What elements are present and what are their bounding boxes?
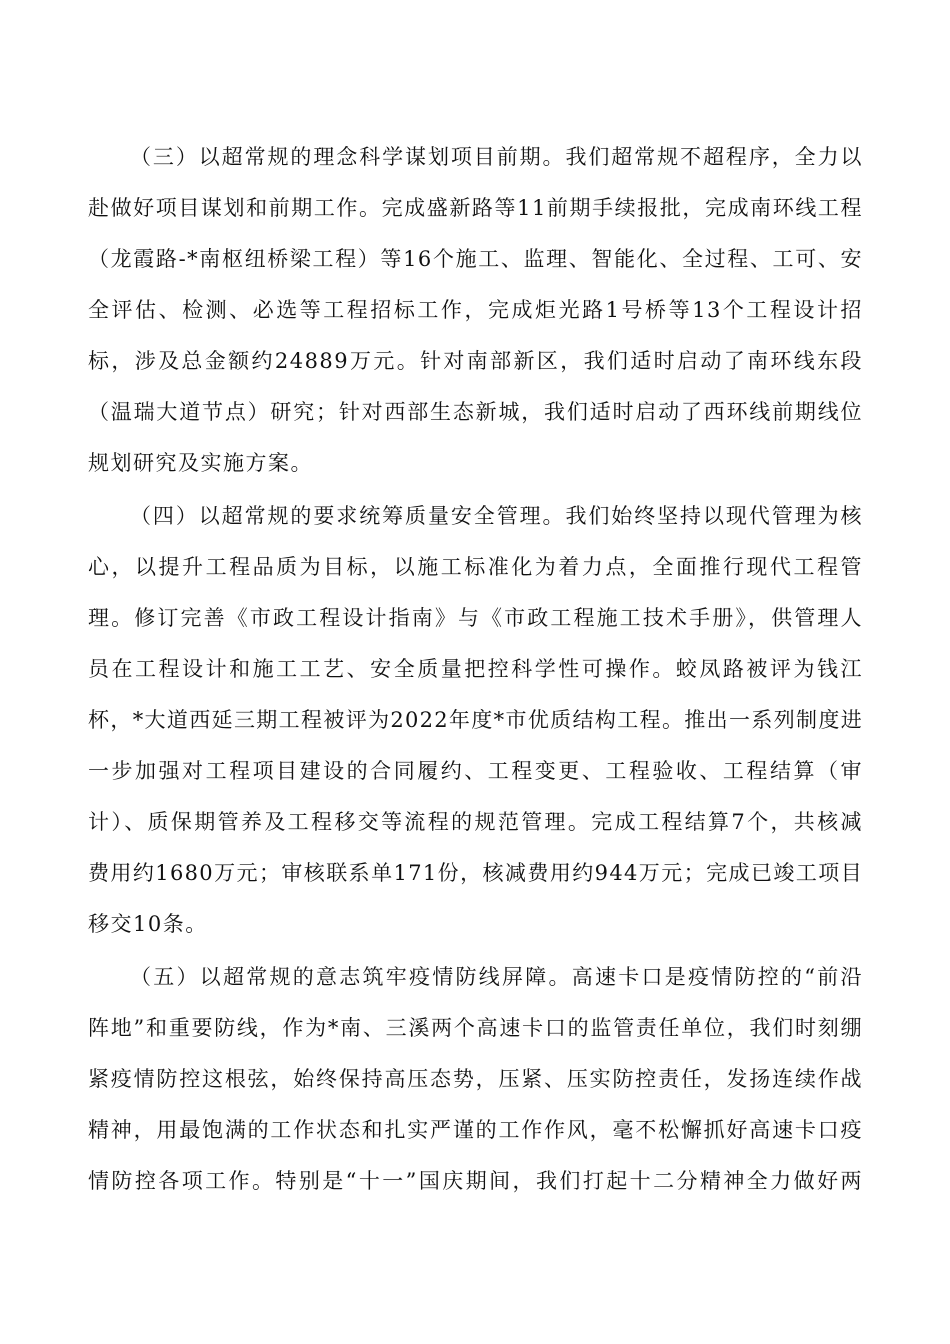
text-line: 标，涉及总金额约24889万元。针对南部新区，我们适时启动了南环线东段 xyxy=(88,349,863,373)
paragraph-section-5 xyxy=(88,952,863,1207)
text-line: 心，以提升工程品质为目标，以施工标准化为着力点，全面推行现代工程管 xyxy=(88,555,863,579)
text-line: （五）以超常规的意志筑牢疫情防线屏障。高速卡口是疫情防控的“前沿 xyxy=(130,965,863,989)
text-line: 员在工程设计和施工工艺、安全质量把控科学性可操作。蛟凤路被评为钱江 xyxy=(88,657,863,681)
text-line: （温瑞大道节点）研究；针对西部生态新城，我们适时启动了西环线前期线位 xyxy=(88,400,863,424)
text-line: 理。修订完善《市政工程设计指南》与《市政工程施工技术手册》，供管理人 xyxy=(88,606,863,630)
text-line: 紧疫情防控这根弦，始终保持高压态势，压紧、压实防控责任，发扬连续作战 xyxy=(88,1067,863,1091)
document-body xyxy=(88,132,863,1209)
text-line: 费用约1680万元；审核联系单171份，核减费用约944万元；完成已竣工项目 xyxy=(88,861,863,885)
text-line: 杯，*大道西延三期工程被评为2022年度*市优质结构工程。推出一系列制度进 xyxy=(88,708,863,732)
text-line: 精神，用最饱满的工作状态和扎实严谨的工作作风，毫不松懈抓好高速卡口疫 xyxy=(88,1118,863,1142)
text-line: 情防控各项工作。特别是“十一”国庆期间，我们打起十二分精神全力做好两 xyxy=(88,1169,863,1193)
text-line: 一步加强对工程项目建设的合同履约、工程变更、工程验收、工程结算（审 xyxy=(88,759,863,783)
text-line: 规划研究及实施方案。 xyxy=(88,451,313,475)
text-line: （龙霞路-*南枢纽桥梁工程）等16个施工、监理、智能化、全过程、工可、安 xyxy=(88,247,863,271)
text-line: 阵地”和重要防线，作为*南、三溪两个高速卡口的监管责任单位，我们时刻绷 xyxy=(88,1016,863,1040)
paragraph-section-4 xyxy=(88,491,863,950)
text-line: 赴做好项目谋划和前期工作。完成盛新路等11前期手续报批，完成南环线工程 xyxy=(88,196,863,220)
text-line: 全评估、检测、必选等工程招标工作，完成炬光路1号桥等13个工程设计招 xyxy=(88,298,863,322)
text-line: 计）、质保期管养及工程移交等流程的规范管理。完成工程结算7个，共核减 xyxy=(88,810,863,834)
text-line: （三）以超常规的理念科学谋划项目前期。我们超常规不超程序，全力以 xyxy=(130,145,863,169)
text-line: 移交10条。 xyxy=(88,912,208,936)
paragraph-section-3 xyxy=(88,132,863,489)
text-line: （四）以超常规的要求统筹质量安全管理。我们始终坚持以现代管理为核 xyxy=(130,504,863,528)
